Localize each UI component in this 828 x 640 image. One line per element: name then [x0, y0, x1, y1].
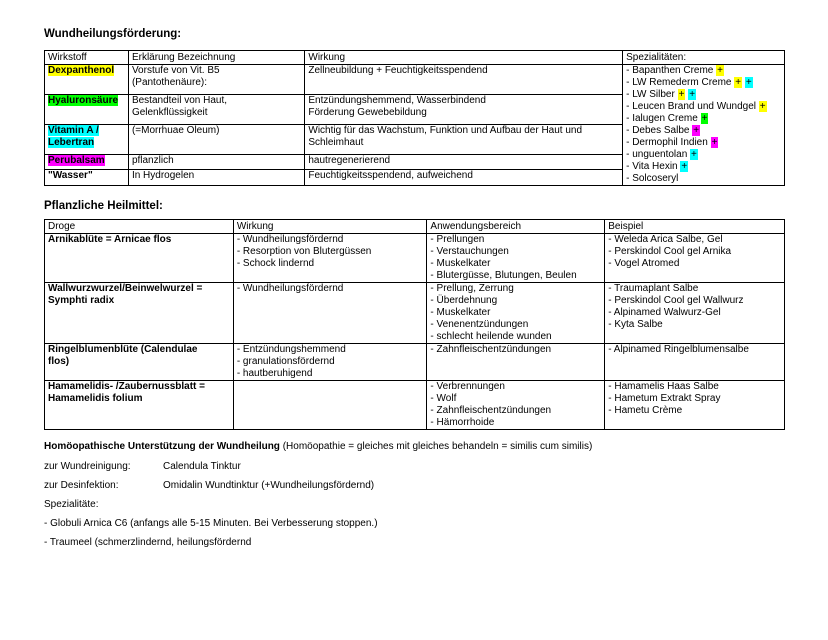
anwendung-cell: [427, 381, 605, 430]
wirkstoff-cell: [45, 65, 129, 95]
beispiel-text: - Kyta Salbe: [608, 319, 663, 330]
wirkung-text: Wichtig für das Wachstum, Funktion und Aufbau der Haut und: [308, 124, 583, 136]
beispiel-text: - Weleda Arica Salbe, Gel: [608, 234, 723, 245]
droge-text: Wallwurzwurzel/Beinwelwurzel =: [48, 283, 203, 294]
wirkung-text: - granulationsfördernd: [236, 356, 335, 367]
erklaerung-cell: [128, 94, 304, 124]
beispiel-text: - Hametum Extrakt Spray: [608, 393, 721, 404]
droge-text: Symphti radix: [48, 295, 115, 306]
anwendung-text: - schlecht heilende wunden: [430, 331, 552, 342]
homoeopathie-heading: [44, 441, 592, 452]
anwendung-text: - Zahnfleischentzündungen: [430, 344, 552, 355]
highlight-mark: +: [745, 77, 752, 88]
anwendung-text: - Blutergüsse, Blutungen, Beulen: [430, 270, 577, 281]
wirkung-cell: [233, 344, 427, 381]
droge-text: Hamamelidis- /Zaubernussblatt =: [48, 381, 205, 392]
wirkung-text: Feuchtigkeitsspendend, aufweichend: [308, 170, 473, 182]
wirkung-cell: [305, 170, 623, 186]
droge-cell: [45, 344, 234, 381]
highlight-mark: +: [759, 101, 766, 112]
desinfektion-row: [44, 480, 374, 491]
anwendung-text: - Prellungen: [430, 234, 485, 245]
spezialitaet-item: [626, 125, 781, 137]
erklaerung-text: Vorstufe von Vit. B5: [131, 65, 220, 76]
beispiel-cell: [605, 381, 785, 430]
erklaerung-text: In Hydrogelen: [131, 170, 195, 182]
table-row: [45, 381, 785, 430]
table-row: [45, 344, 785, 381]
highlight-mark: +: [711, 137, 718, 148]
erklaerung-cell: [128, 65, 304, 95]
column-header: Droge: [45, 220, 234, 234]
highlight-mark: +: [689, 89, 696, 100]
highlight-mark: +: [693, 125, 700, 136]
wirkung-text: hautregenerierend: [308, 154, 391, 166]
beispiel-cell: [605, 234, 785, 283]
spezialitaet-name: - Bapanthen Creme: [626, 65, 717, 76]
droge-cell: [45, 283, 234, 344]
droge-text: Arnikablüte = Arnicae flos: [48, 234, 172, 245]
droge-text: Hamamelidis folium: [48, 393, 143, 404]
column-header: Spezialitäten:: [623, 51, 785, 65]
spezialitaet-item: [626, 113, 781, 125]
anwendung-text: - Prellung, Zerrung: [430, 283, 514, 294]
erklaerung-text: pflanzlich: [131, 154, 174, 166]
beispiel-text: - Traumaplant Salbe: [608, 283, 699, 294]
spezialitaet-item: [626, 65, 781, 77]
table-row: [45, 283, 785, 344]
column-header: Wirkung: [233, 220, 427, 234]
highlight-mark: +: [678, 89, 685, 100]
wundreinigung-label: zur Wundreinigung:: [44, 461, 131, 472]
spezialitaet-name: - LW Remederm Creme: [626, 77, 735, 88]
anwendung-cell: [427, 283, 605, 344]
desinfektion-value: Omidalin Wundtinktur (+Wundheilungsfördernd): [163, 480, 375, 491]
anwendung-text: - Venenentzündungen: [430, 319, 529, 330]
wirkstoff-cell: [45, 124, 129, 154]
beispiel-text: - Alpinamed Walwurz-Gel: [608, 307, 721, 318]
beispiel-text: - Alpinamed Ringelblumensalbe: [608, 344, 749, 355]
wirkung-cell: [233, 381, 427, 430]
erklaerung-text: Bestandteil von Haut,: [131, 94, 227, 106]
wirkung-text: - Resorption von Blutergüssen: [236, 246, 372, 257]
column-header: Wirkung: [305, 51, 623, 65]
droge-cell: [45, 234, 234, 283]
anwendung-cell: [427, 234, 605, 283]
erklaerung-cell: [128, 154, 304, 170]
highlight-mark: +: [735, 77, 742, 88]
anwendung-cell: [427, 344, 605, 381]
spezialitaet-name: - unguentolan: [626, 149, 691, 160]
beispiel-text: - Hametu Crème: [608, 405, 683, 416]
spezialitaet-name: - Dermophil Indien: [626, 137, 711, 148]
erklaerung-text: Gelenkflüssigkeit: [131, 106, 208, 118]
table-row: [45, 234, 785, 283]
wirkstoff-name: "Wasser": [48, 170, 93, 182]
column-header: Anwendungsbereich: [427, 220, 605, 234]
wirkstoff-name: Dexpanthenol: [48, 65, 115, 76]
anwendung-text: - Muskelkater: [430, 258, 491, 269]
homoeopathie-subtitle: (Homöopathie = gleiches mit gleiches behandeln = similis cum similis): [279, 441, 593, 452]
column-header: Beispiel: [605, 220, 785, 234]
beispiel-text: - Perskindol Cool gel Wallwurz: [608, 295, 744, 306]
beispiel-cell: [605, 283, 785, 344]
section-title-wundheilung: Wundheilungsförderung:: [44, 28, 182, 40]
highlight-mark: +: [717, 65, 723, 76]
wirkung-text: - Wundheilungsfördernd: [236, 283, 344, 294]
wirkung-text: - hautberuhigend: [236, 368, 313, 379]
spezialitaet-item: [626, 149, 781, 161]
anwendung-text: - Zahnfleischentzündungen: [430, 405, 552, 416]
wirkung-text: Schleimhaut: [308, 136, 364, 148]
spezialitaet-item: [626, 173, 781, 185]
table-row: [45, 65, 785, 95]
erklaerung-cell: [128, 170, 304, 186]
highlight-mark: +: [681, 161, 688, 172]
column-header: Erklärung Bezeichnung: [128, 51, 304, 65]
wirkstoff-cell: [45, 154, 129, 170]
wirkstoff-table: [44, 50, 785, 186]
wirkung-text: Förderung Gewebebildung: [308, 106, 427, 118]
wirkung-cell: [305, 65, 623, 95]
wirkstoff-name: Perubalsam: [48, 154, 105, 166]
pflanzliche-table: [44, 219, 785, 430]
droge-text: Ringelblumenblüte (Calendulae: [48, 344, 198, 355]
droge-cell: [45, 381, 234, 430]
wirkstoff-name: Hyaluronsäure: [48, 94, 119, 106]
spezialitaet-name: - LW Silber: [626, 89, 678, 100]
spezialitaeten-cell: [623, 65, 785, 186]
erklaerung-text: (Pantothenäure):: [131, 77, 207, 88]
wirkung-text: Zellneubildung + Feuchtigkeitsspendend: [308, 65, 488, 76]
anwendung-text: - Überdehnung: [430, 295, 498, 306]
wirkung-cell: [233, 283, 427, 344]
spezialitaet-item: [626, 89, 781, 101]
wirkstoff-cell: [45, 94, 129, 124]
wundreinigung-value: Calendula Tinktur: [163, 461, 241, 472]
spezialitaet-name: - Ialugen Creme: [626, 113, 701, 124]
spezialitaet-name: - Vita Hexin: [626, 161, 681, 172]
section-title-pflanzlich: Pflanzliche Heilmittel:: [44, 200, 163, 212]
spezialitaete-label: Spezialitäte:: [44, 499, 99, 510]
wirkung-cell: [305, 124, 623, 154]
anwendung-text: - Hämorrhoide: [430, 417, 495, 428]
anwendung-text: - Verbrennungen: [430, 381, 505, 392]
homoeopathie-title: Homöopathische Unterstützung der Wundheilung: [44, 441, 280, 452]
spezialitaet-item: [626, 137, 781, 149]
wirkung-text: - Schock lindernd: [236, 258, 315, 269]
wirkstoff-name: Vitamin A / Lebertran: [48, 124, 99, 148]
homoeopathie-item-1: - Globuli Arnica C6 (anfangs alle 5-15 Minuten. Bei Verbesserung stoppen.): [44, 518, 378, 529]
wirkung-text: Entzündungshemmend, Wasserbindend: [308, 94, 486, 106]
beispiel-text: - Hamamelis Haas Salbe: [608, 381, 719, 392]
homoeopathie-item-2: - Traumeel (schmerzlindernd, heilungsfördernd: [44, 537, 252, 548]
beispiel-text: - Perskindol Cool gel Arnika: [608, 246, 732, 257]
desinfektion-label: zur Desinfektion:: [44, 480, 119, 491]
erklaerung-text: (=Morrhuae Oleum): [131, 124, 220, 136]
spezialitaet-name: - Solcoseryl: [626, 173, 679, 184]
spezialitaet-name: - Leucen Brand und Wundgel: [626, 101, 759, 112]
highlight-mark: +: [701, 113, 708, 124]
wirkung-cell: [305, 94, 623, 124]
wundreinigung-row: [44, 461, 241, 472]
spezialitaet-name: - Debes Salbe: [626, 125, 693, 136]
wirkung-text: - Entzündungshemmend: [236, 344, 346, 355]
droge-text: flos): [48, 356, 70, 367]
spezialitaet-item: [626, 101, 781, 113]
beispiel-cell: [605, 344, 785, 381]
wirkstoff-cell: [45, 170, 129, 186]
spezialitaet-item: [626, 77, 781, 89]
wirkung-cell: [305, 154, 623, 170]
highlight-mark: +: [691, 149, 697, 160]
anwendung-text: - Verstauchungen: [430, 246, 509, 257]
anwendung-text: - Muskelkater: [430, 307, 491, 318]
column-header: Wirkstoff: [45, 51, 129, 65]
wirkung-cell: [233, 234, 427, 283]
wirkung-text: - Wundheilungsfördernd: [236, 234, 344, 245]
spezialitaet-item: [626, 161, 781, 173]
erklaerung-cell: [128, 124, 304, 154]
beispiel-text: - Vogel Atromed: [608, 258, 680, 269]
anwendung-text: - Wolf: [430, 393, 457, 404]
